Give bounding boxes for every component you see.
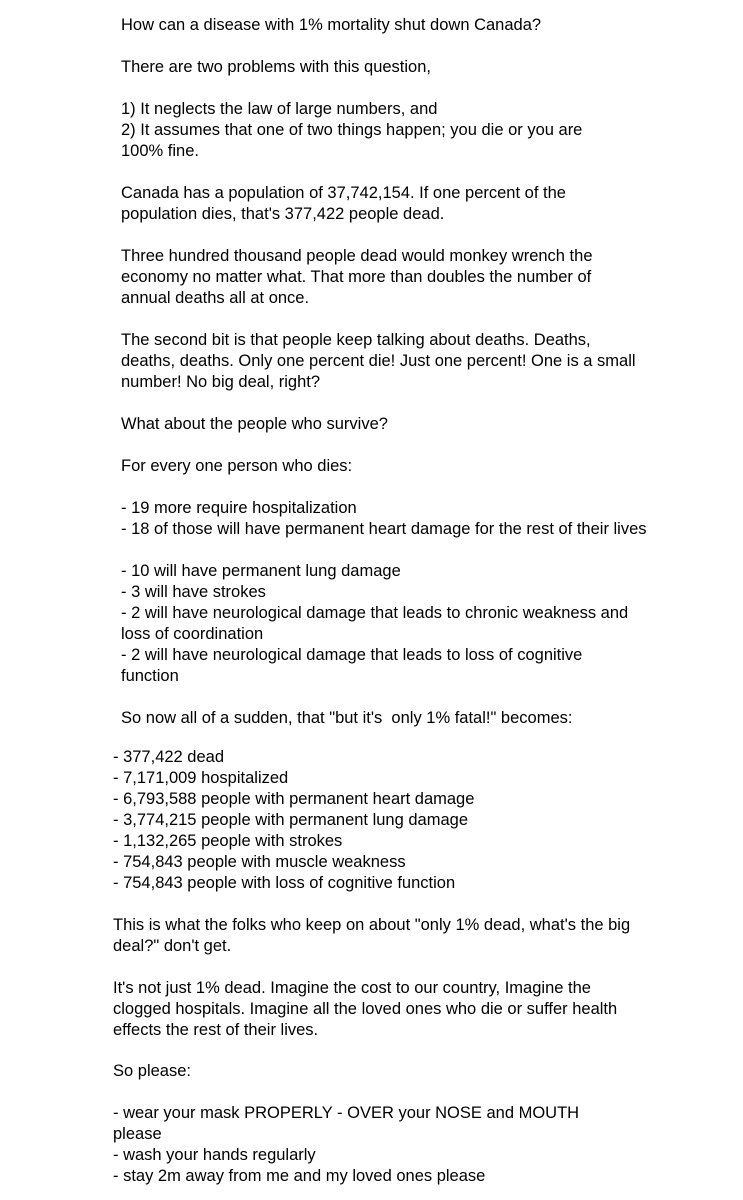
cost-paragraph: It's not just 1% dead. Imagine the cost to our country, Imagine the clogged hospitals. Imagine all the loved ones who die or suffer health effects the rest of their lives.: [113, 979, 622, 1039]
list-item: - 2 will have neurological damage that leads to loss of cognitive function: [121, 646, 587, 685]
list-item: - 6,793,588 people with permanent heart damage: [113, 790, 475, 808]
note-title: How can a disease with 1% mortality shut down Canada?: [121, 16, 542, 34]
survive-question: What about the people who survive?: [121, 415, 388, 433]
list-item: - 19 more require hospitalization: [121, 499, 357, 517]
list-item: - wash your hands regularly: [113, 1146, 316, 1164]
list-item: - 18 of those will have permanent heart damage for the rest of their lives: [121, 520, 647, 538]
list-item: - 377,422 dead: [113, 748, 225, 766]
list-item: - stay 2m away from me and my loved ones please: [113, 1167, 486, 1185]
list-item: - 3 will have strokes: [121, 583, 266, 601]
economy-paragraph: Three hundred thousand people dead would monkey wrench the economy no matter what. That more than doubles the number of annual deaths all at once.: [121, 247, 598, 307]
list-item: - 3,774,215 people with permanent lung damage: [113, 811, 468, 829]
list-item: - 754,843 people with muscle weakness: [113, 853, 406, 871]
intro-line: There are two problems with this question,: [121, 58, 431, 76]
list-item: - 2 will have neurological damage that leads to chronic weakness and loss of coordination: [121, 604, 633, 643]
list-item: - 10 will have permanent lung damage: [121, 562, 401, 580]
per-death-intro: For every one person who dies:: [121, 457, 353, 475]
deaths-paragraph: The second bit is that people keep talking about deaths. Deaths, deaths, deaths. Only one percent die! Just one percent! One is a small number! No big deal, right?: [121, 331, 641, 391]
so-please-line: So please:: [113, 1062, 191, 1080]
problem-item: 1) It neglects the law of large numbers, and: [121, 100, 438, 118]
list-item: - 7,171,009 hospitalized: [113, 769, 289, 787]
list-item: - wear your mask PROPERLY - OVER your NOSE and MOUTH please: [113, 1104, 584, 1143]
list-item: - 754,843 people with loss of cognitive function: [113, 874, 456, 892]
list-item: - 1,132,265 people with strokes: [113, 832, 343, 850]
so-now-line: So now all of a sudden, that "but it's only 1% fatal!" becomes:: [121, 709, 573, 727]
problem-item: 2) It assumes that one of two things happen; you die or you are 100% fine.: [121, 121, 587, 160]
folks-paragraph: This is what the folks who keep on about "only 1% dead, what's the big deal?" don't get.: [113, 916, 635, 955]
population-paragraph: Canada has a population of 37,742,154. If one percent of the population dies, that's 377,422 people dead.: [121, 184, 571, 223]
